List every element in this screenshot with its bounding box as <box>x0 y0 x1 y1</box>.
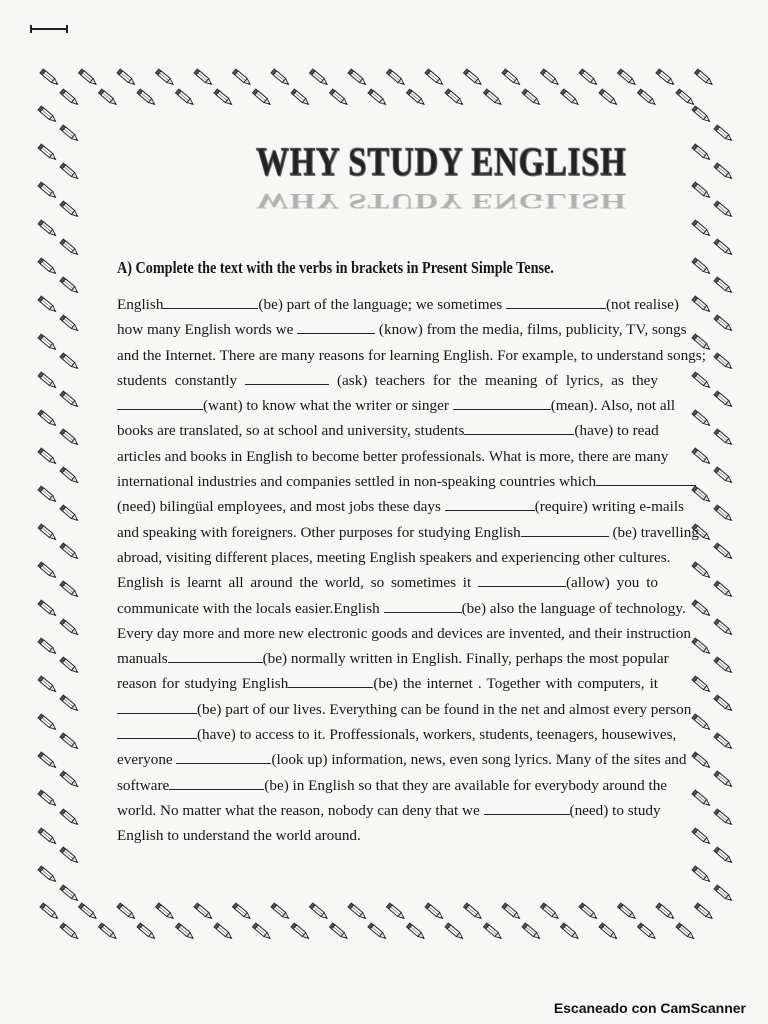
pencil-icon <box>386 903 405 920</box>
passage-text: (allow) you to <box>565 574 659 592</box>
passage-text: English to understand the world around. <box>117 827 361 845</box>
pencil-icon <box>692 144 711 161</box>
pencil-icon <box>175 89 194 106</box>
passage-line <box>117 469 658 494</box>
pencil-icon <box>522 923 541 940</box>
pencil-icon <box>692 448 711 465</box>
answer-blank[interactable] <box>117 397 203 410</box>
pencil-icon <box>40 69 59 86</box>
pencil-icon <box>38 372 57 389</box>
pencil-icon <box>214 923 233 940</box>
passage-text: international industries and companies settled in non-speaking countries which <box>117 473 597 491</box>
answer-blank[interactable] <box>169 777 264 790</box>
pencil-icon <box>38 752 57 769</box>
pencil-icon <box>692 562 711 579</box>
passage-text: Every day more and more new electronic goods and devices are invented, and their instruction <box>117 624 691 642</box>
pencil-icon <box>60 847 79 864</box>
answer-blank[interactable] <box>245 372 329 385</box>
pencil-icon <box>445 923 464 940</box>
answer-blank[interactable] <box>478 574 566 587</box>
pencil-icon <box>60 771 79 788</box>
pencil-icon <box>714 543 733 560</box>
passage-line <box>117 444 669 469</box>
pencil-icon <box>714 163 733 180</box>
passage-text: reason for studying English <box>117 675 289 693</box>
passage-text: abroad, visiting different places, meeting English speakers and experiencing other cultures. <box>117 548 671 566</box>
pencil-icon <box>560 923 579 940</box>
pencil-icon <box>483 923 502 940</box>
passage-line <box>117 646 669 671</box>
answer-blank[interactable] <box>453 397 551 410</box>
passage-text: (ask) teachers for the meaning of lyrics, as they <box>329 371 659 389</box>
pencil-icon <box>175 923 194 940</box>
passage-text: communicate with the locals easier.English <box>117 599 384 617</box>
pencil-icon <box>38 144 57 161</box>
passage-line <box>117 671 658 696</box>
passage-line <box>117 596 686 621</box>
passage-text: articles and books in English to become better professionals. What is more, there are many <box>117 447 669 465</box>
page-title: WHY STUDY ENGLISH <box>256 139 627 184</box>
pencil-icon <box>98 89 117 106</box>
exercise-instruction: A) Complete the text with the verbs in brackets in Present Simple Tense. <box>117 258 554 277</box>
passage-text: (be) normally written in English. Finally, perhaps the most popular <box>262 650 669 668</box>
pencil-icon <box>714 619 733 636</box>
pencil-icon <box>329 89 348 106</box>
pencil-icon <box>60 505 79 522</box>
pencil-icon <box>560 89 579 106</box>
answer-blank[interactable] <box>384 600 462 613</box>
passage-text: (mean). Also, not all <box>550 397 676 415</box>
pencil-icon <box>694 903 713 920</box>
passage-text: (be) also the language of technology. <box>461 599 686 617</box>
passage-text: (know) from the media, films, publicity, TV, songs <box>375 321 687 339</box>
pencil-icon <box>60 923 79 940</box>
pencil-icon <box>692 220 711 237</box>
pencil-icon <box>38 866 57 883</box>
pencil-icon <box>692 106 711 123</box>
pencil-icon <box>60 353 79 370</box>
pencil-icon <box>271 903 290 920</box>
pencil-icon <box>692 866 711 883</box>
answer-blank[interactable] <box>484 802 570 815</box>
passage-text: (be) part of the language; we sometimes <box>258 296 506 313</box>
pencil-icon <box>60 619 79 636</box>
pencil-icon <box>522 89 541 106</box>
passage-line <box>117 520 699 545</box>
pencil-icon <box>348 69 367 86</box>
answer-blank[interactable] <box>163 296 258 309</box>
pencil-icon <box>137 923 156 940</box>
pencil-icon <box>692 828 711 845</box>
pencil-icon <box>540 69 559 86</box>
answer-blank[interactable] <box>445 498 535 511</box>
pencil-icon <box>692 296 711 313</box>
pencil-icon <box>714 201 733 218</box>
passage-line <box>117 570 658 595</box>
pencil-icon <box>656 903 675 920</box>
pencil-icon <box>252 923 271 940</box>
pencil-icon <box>38 410 57 427</box>
pencil-icon <box>60 657 79 674</box>
passage-text: students constantly <box>117 371 246 389</box>
pencil-icon <box>38 714 57 731</box>
pencil-icon <box>38 334 57 351</box>
pencil-icon <box>252 89 271 106</box>
pencil-icon <box>38 790 57 807</box>
pencil-icon <box>692 676 711 693</box>
pencil-icon <box>463 903 482 920</box>
pencil-icon <box>368 923 387 940</box>
pencil-icon <box>38 828 57 845</box>
passage-text: (be) part of our lives. Everything can be found in the net and almost every person <box>197 700 692 718</box>
passage-text: and the Internet. There are many reasons for learning English. For example, to understand songs; <box>117 346 706 364</box>
answer-blank[interactable] <box>176 751 271 764</box>
pencil-icon <box>445 89 464 106</box>
pencil-icon <box>38 296 57 313</box>
pencil-icon <box>714 467 733 484</box>
pencil-icon <box>714 125 733 142</box>
answer-blank[interactable] <box>521 524 609 537</box>
pencil-icon <box>540 903 559 920</box>
pencil-icon <box>617 903 636 920</box>
pencil-icon <box>60 89 79 106</box>
pencil-icon <box>579 903 598 920</box>
pencil-icon <box>599 923 618 940</box>
pencil-icon <box>78 903 97 920</box>
passage-text: (not realise) <box>605 296 679 313</box>
pencil-icon <box>579 69 598 86</box>
pencil-icon <box>117 903 136 920</box>
passage-line <box>117 292 679 317</box>
pencil-icon <box>617 69 636 86</box>
pencil-icon <box>38 638 57 655</box>
passage-line <box>117 773 668 798</box>
pencil-icon <box>714 277 733 294</box>
pencil-icon <box>692 790 711 807</box>
pencil-icon <box>38 600 57 617</box>
pencil-icon <box>406 89 425 106</box>
title-reflection: WHY STUDY ENGLISH <box>256 189 627 214</box>
pencil-icon <box>309 69 328 86</box>
answer-blank[interactable] <box>168 650 263 663</box>
pencil-icon <box>214 89 233 106</box>
pencil-icon <box>60 429 79 446</box>
passage-text: (need) to study <box>569 801 661 819</box>
passage-line <box>117 343 706 368</box>
pencil-icon <box>386 69 405 86</box>
passage-text: (be) in English so that they are available for everybody around the <box>264 776 668 794</box>
passage-text: software <box>117 776 170 794</box>
pencil-icon <box>599 89 618 106</box>
pencil-icon <box>60 543 79 560</box>
exercise-passage <box>117 292 706 849</box>
pencil-icon <box>60 277 79 294</box>
pencil-icon <box>60 695 79 712</box>
pencil-icon <box>60 201 79 218</box>
pencil-icon <box>60 733 79 750</box>
answer-blank[interactable] <box>117 701 197 714</box>
passage-text: and speaking with foreigners. Other purposes for studying English <box>117 523 521 541</box>
pencil-icon <box>60 467 79 484</box>
passage-text: manuals <box>117 650 168 668</box>
pencil-icon <box>194 69 213 86</box>
pencil-icon <box>714 733 733 750</box>
pencil-icon <box>483 89 502 106</box>
passage-line <box>117 747 687 772</box>
passage-line <box>117 418 658 443</box>
pencil-icon <box>692 486 711 503</box>
pencil-icon <box>656 69 675 86</box>
pencil-icon <box>60 125 79 142</box>
pencil-icon <box>692 182 711 199</box>
pencil-icon <box>463 69 482 86</box>
pencil-icon <box>676 89 695 106</box>
answer-blank[interactable] <box>596 473 696 486</box>
pencil-icon <box>38 562 57 579</box>
pencil-icon <box>692 410 711 427</box>
pencil-icon <box>714 771 733 788</box>
passage-text: (want) to know what the writer or singer <box>203 397 453 415</box>
pencil-icon <box>38 258 57 275</box>
pencil-icon <box>291 923 310 940</box>
pencil-icon <box>329 923 348 940</box>
pencil-icon <box>38 106 57 123</box>
passage-line <box>117 722 677 747</box>
passage-text: (have) to access to it. Proffessionals, workers, students, teenagers, housewives, <box>197 726 677 744</box>
pencil-icon <box>714 505 733 522</box>
pencil-icon <box>692 600 711 617</box>
pencil-icon <box>232 903 251 920</box>
passage-line <box>117 393 676 418</box>
passage-text: (require) writing e-mails <box>534 498 685 516</box>
pencil-icon <box>502 69 521 86</box>
pencil-icon <box>714 239 733 256</box>
pencil-icon <box>38 448 57 465</box>
passage-line <box>117 545 671 570</box>
passage-text: world. No matter what the reason, nobody can deny that we <box>117 801 484 819</box>
pencil-icon <box>425 903 444 920</box>
pencil-icon <box>692 714 711 731</box>
pencil-icon <box>692 752 711 769</box>
passage-text: English is learnt all around the world, so sometimes it <box>117 574 478 592</box>
pencil-icon <box>137 89 156 106</box>
pencil-icon <box>637 89 656 106</box>
pencil-icon <box>637 923 656 940</box>
pencil-icon <box>692 372 711 389</box>
pencil-icon <box>425 69 444 86</box>
passage-line <box>117 368 658 393</box>
pencil-icon <box>271 69 290 86</box>
answer-blank[interactable] <box>117 726 197 739</box>
passage-text: (have) to read <box>574 422 659 440</box>
pencil-icon <box>676 923 695 940</box>
pencil-icon <box>60 885 79 902</box>
pencil-icon <box>194 903 213 920</box>
answer-blank[interactable] <box>297 321 375 334</box>
pencil-icon <box>232 69 251 86</box>
pencil-icon <box>117 69 136 86</box>
answer-blank[interactable] <box>288 675 373 688</box>
pencil-icon <box>714 353 733 370</box>
pencil-icon <box>38 220 57 237</box>
pencil-icon <box>60 391 79 408</box>
pencil-icon <box>309 903 328 920</box>
pencil-icon <box>714 429 733 446</box>
pencil-icon <box>502 903 521 920</box>
pencil-icon <box>692 258 711 275</box>
passage-text: everyone <box>117 751 177 769</box>
pencil-icon <box>714 885 733 902</box>
pencil-icon <box>714 581 733 598</box>
scanner-watermark: Escaneado con CamScanner <box>553 1000 746 1016</box>
pencil-icon <box>694 69 713 86</box>
pencil-icon <box>78 69 97 86</box>
pencil-icon <box>406 923 425 940</box>
answer-blank[interactable] <box>506 296 606 309</box>
passage-text: (look up) information, news, even song lyrics. Many of the sites and <box>271 751 687 769</box>
pencil-icon <box>692 638 711 655</box>
title-block <box>228 138 627 214</box>
passage-text: (be) travelling <box>608 523 699 541</box>
passage-line <box>117 798 661 823</box>
pencil-icon <box>38 524 57 541</box>
pencil-icon <box>714 695 733 712</box>
pencil-icon <box>291 89 310 106</box>
pencil-icon <box>60 809 79 826</box>
pencil-icon <box>714 657 733 674</box>
passage-text: how many English words we <box>117 321 298 339</box>
pencil-icon <box>714 847 733 864</box>
pencil-icon <box>714 809 733 826</box>
pencil-icon <box>714 391 733 408</box>
passage-text: books are translated, so at school and university, students <box>117 422 465 440</box>
passage-text: English <box>117 296 164 313</box>
pencil-icon <box>60 239 79 256</box>
passage-line <box>117 823 658 848</box>
passage-text: (need) bilingüal employees, and most jobs these days <box>117 498 445 516</box>
pencil-icon <box>38 182 57 199</box>
pencil-icon <box>60 163 79 180</box>
pencil-icon <box>348 903 367 920</box>
answer-blank[interactable] <box>464 422 574 435</box>
pencil-icon <box>155 69 174 86</box>
pencil-icon <box>38 486 57 503</box>
pencil-icon <box>368 89 387 106</box>
pencil-icon <box>40 903 59 920</box>
passage-line <box>117 494 685 519</box>
passage-line <box>117 697 692 722</box>
pencil-icon <box>98 923 117 940</box>
pencil-icon <box>60 581 79 598</box>
passage-text: (be) the internet . Together with computers, it <box>373 675 659 693</box>
pencil-icon <box>60 315 79 332</box>
passage-line <box>117 621 691 646</box>
pencil-icon <box>155 903 174 920</box>
pencil-icon <box>714 315 733 332</box>
passage-line <box>117 317 687 342</box>
pencil-icon <box>38 676 57 693</box>
